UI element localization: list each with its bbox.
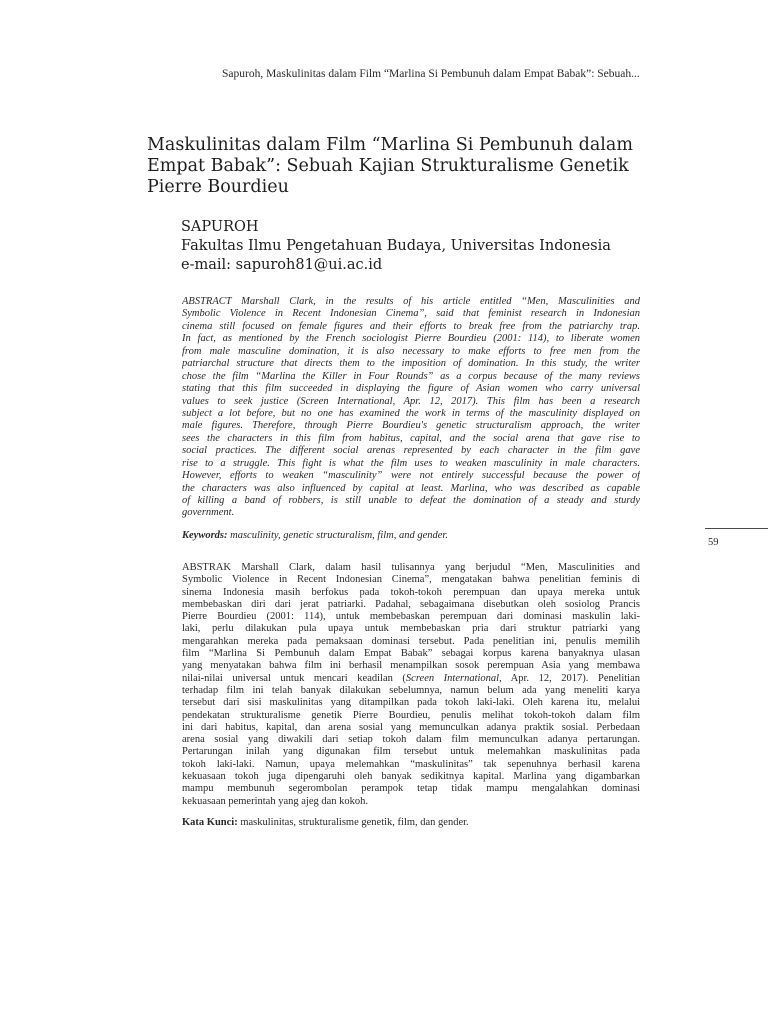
- abstract-indonesian-line: ABSTRAK Marshall Clark, dalam hasil tulisannya yang berjudul “Men, Masculinities and: [182, 562, 640, 573]
- running-header: Sapuroh, Maskulinitas dalam Film “Marlina Si Pembunuh dalam Empat Babak”: Sebuah...: [222, 68, 640, 80]
- title-line: Maskulinitas dalam Film “Marlina Si Pembunuh dalam: [147, 135, 633, 155]
- abstract-indonesian-line: tersebut dari sisi maskulinitas yang ditampilkan pada tokoh laki-laki. Oleh karena itu, melalui: [182, 697, 640, 709]
- abstract-indonesian-line: yang menyatakan bahwa film ini berhasil menampilkan sosok perempuan Asia yang membawa: [182, 660, 640, 672]
- keywords-label: Keywords:: [182, 530, 228, 541]
- page-number: 59: [708, 537, 719, 548]
- line-segment: nilai-nilai universal untuk mencari keadilan (: [182, 672, 406, 684]
- abstract-indonesian: [182, 562, 640, 808]
- author-name: SAPUROH: [181, 219, 259, 235]
- kata-kunci-label: Kata Kunci:: [182, 817, 238, 828]
- abstract-english: [182, 296, 640, 520]
- abstract-english-line: stating that this film succeeded in displaying the figure of Asian women who carry universal: [182, 383, 640, 395]
- abstract-english-line: However, efforts to weaken “masculinity” were not entirely successful because the power of: [182, 470, 640, 482]
- abstract-indonesian-line: sinema Indonesia masih berfokus pada tokoh-tokoh perempuan dan upaya mereka untuk: [182, 586, 640, 598]
- abstract-english-line: cinema still focused on female figures and their efforts to break free from the patriarchy trap.: [182, 320, 640, 332]
- abstract-indonesian-line: arena sosial yang diwakili dari setiap tokoh dalam film memunculkan adanya pertarungan.: [182, 734, 640, 746]
- abstract-indonesian-line: pendekatan strukturalisme genetik Pierre Bourdieu, penulis melihat tokoh-tokoh dalam film: [182, 709, 640, 721]
- abstract-indonesian-line: terhadap film ini telah banyak dilakukan sebelumnya, namun belum ada yang meneliti karya: [182, 684, 640, 696]
- abstract-english-line: ABSTRACT Marshall Clark, in the results of his article entitled “Men, Masculinities and: [182, 296, 640, 307]
- abstract-english-line: In fact, as mentioned by the French sociologist Pierre Bourdieu (2001: 114), to liberate women: [182, 333, 640, 345]
- abstract-indonesian-line: tokoh laki-laki. Namun, upaya melemahkan “maskulinitas” tak sepenuhnya berhasil karena: [182, 758, 640, 770]
- abstract-english-line: of killing a band of robbers, is still unable to defeat the domination of a steady and sturdy: [182, 495, 640, 506]
- abstract-indonesian-line: Symbolic Violence in Recent Indonesian Cinema”, mengatakan bahwa penelitian feminis di: [182, 574, 640, 586]
- abstract-indonesian-line: kekuasaan tokoh juga dipengaruhi oleh banyak sedikitnya kapital. Marlina yang digambarkan: [182, 771, 640, 783]
- author-email: e-mail: sapuroh81@ui.ac.id: [181, 257, 383, 273]
- abstract-indonesian-line: Pierre Bourdieu (2001: 114), untuk membebaskan perempuan dari dominasi maskulin laki-: [182, 611, 640, 623]
- title-line: Empat Babak”: Sebuah Kajian Strukturalisme Genetik: [147, 156, 629, 176]
- abstract-indonesian-line: film “Marlina Si Pembunuh dalam Empat Babak” sebagai korpus karena banyaknya ulasan: [182, 648, 640, 660]
- keywords-text: masculinity, genetic structuralism, film, and gender.: [230, 530, 448, 541]
- abstract-english-line: values to seek justice (Screen International, Apr. 12, 2017). This film has been a research: [182, 395, 640, 407]
- abstract-english-line: patriarchal structure that directs them to the imposition of domination. In this study, the writer: [182, 358, 640, 370]
- abstract-indonesian-line: membebaskan diri dari jerat patriarki. Padahal, sebagaimana disebutkan oleh sosiolog Prancis: [182, 598, 640, 610]
- abstract-english-line: male figures. Therefore, through Pierre Bourdieu's genetic structuralism approach, the writer: [182, 420, 640, 432]
- abstract-english-line: the characters was also influenced by capital at least. Marlina, who was described as capable: [182, 482, 640, 494]
- article-title: [147, 135, 633, 198]
- italic-citation: Screen International: [405, 672, 500, 684]
- keywords-indonesian: [182, 816, 640, 829]
- abstract-indonesian-line: [182, 673, 640, 685]
- abstract-english-line: from male masculine domination, it is also necessary to make efforts to free men from the: [182, 345, 640, 357]
- line-segment: , Apr. 12, 2017). Penelitian: [499, 672, 640, 684]
- abstract-english-line: chose the film “Marlina the Killer in Four Rounds” as a corpus because of the many reviews: [182, 370, 640, 382]
- margin-rule: [705, 528, 768, 529]
- author-block: [181, 218, 611, 275]
- abstract-english-line: subject a lot before, but no one has examined the work in terms of the masculinity displayed on: [182, 407, 640, 419]
- abstract-indonesian-line: Pertarungan inilah yang digunakan film tersebut untuk melemahkan maskulinitas pada: [182, 746, 640, 758]
- abstract-english-line: government.: [182, 507, 235, 519]
- abstract-indonesian-line: mengarahkan mereka pada pemaksaan dominasi tersebut. Pada penelitian ini, penulis memilih: [182, 635, 640, 647]
- title-line: Pierre Bourdieu: [147, 177, 289, 197]
- keywords-english: [182, 529, 640, 542]
- abstract-indonesian-line: kekuasaan pemerintah yang ajeg dan kokoh.: [182, 795, 369, 807]
- abstract-english-line: Symbolic Violence in Recent Indonesian Cinema”, said that feminist research in Indonesian: [182, 308, 640, 320]
- abstract-indonesian-line: laki, perlu dilakukan pula upaya untuk membebaskan pria dari struktur patriarki yang: [182, 623, 640, 635]
- abstract-english-line: sees the characters in this film from habitus, capital, and the social arena that gave rise to: [182, 432, 640, 444]
- abstract-indonesian-line: ini dari habitus, kapital, dan arena sosial yang memunculkan adanya praktik sosial. Perbedaan: [182, 721, 640, 733]
- kata-kunci-text: maskulinitas, strukturalisme genetik, film, dan gender.: [240, 817, 469, 828]
- abstract-indonesian-line: mampu membunuh segerombolan perampok tetap tidak mampu mengalahkan dominasi: [182, 783, 640, 795]
- abstract-english-line: social practices. The different social arenas represented by each character in the film gave: [182, 445, 640, 457]
- abstract-english-line: rise to a struggle. This fight is what the film uses to weaken masculinity in male characters.: [182, 457, 640, 469]
- author-affiliation: Fakultas Ilmu Pengetahuan Budaya, Universitas Indonesia: [181, 238, 611, 254]
